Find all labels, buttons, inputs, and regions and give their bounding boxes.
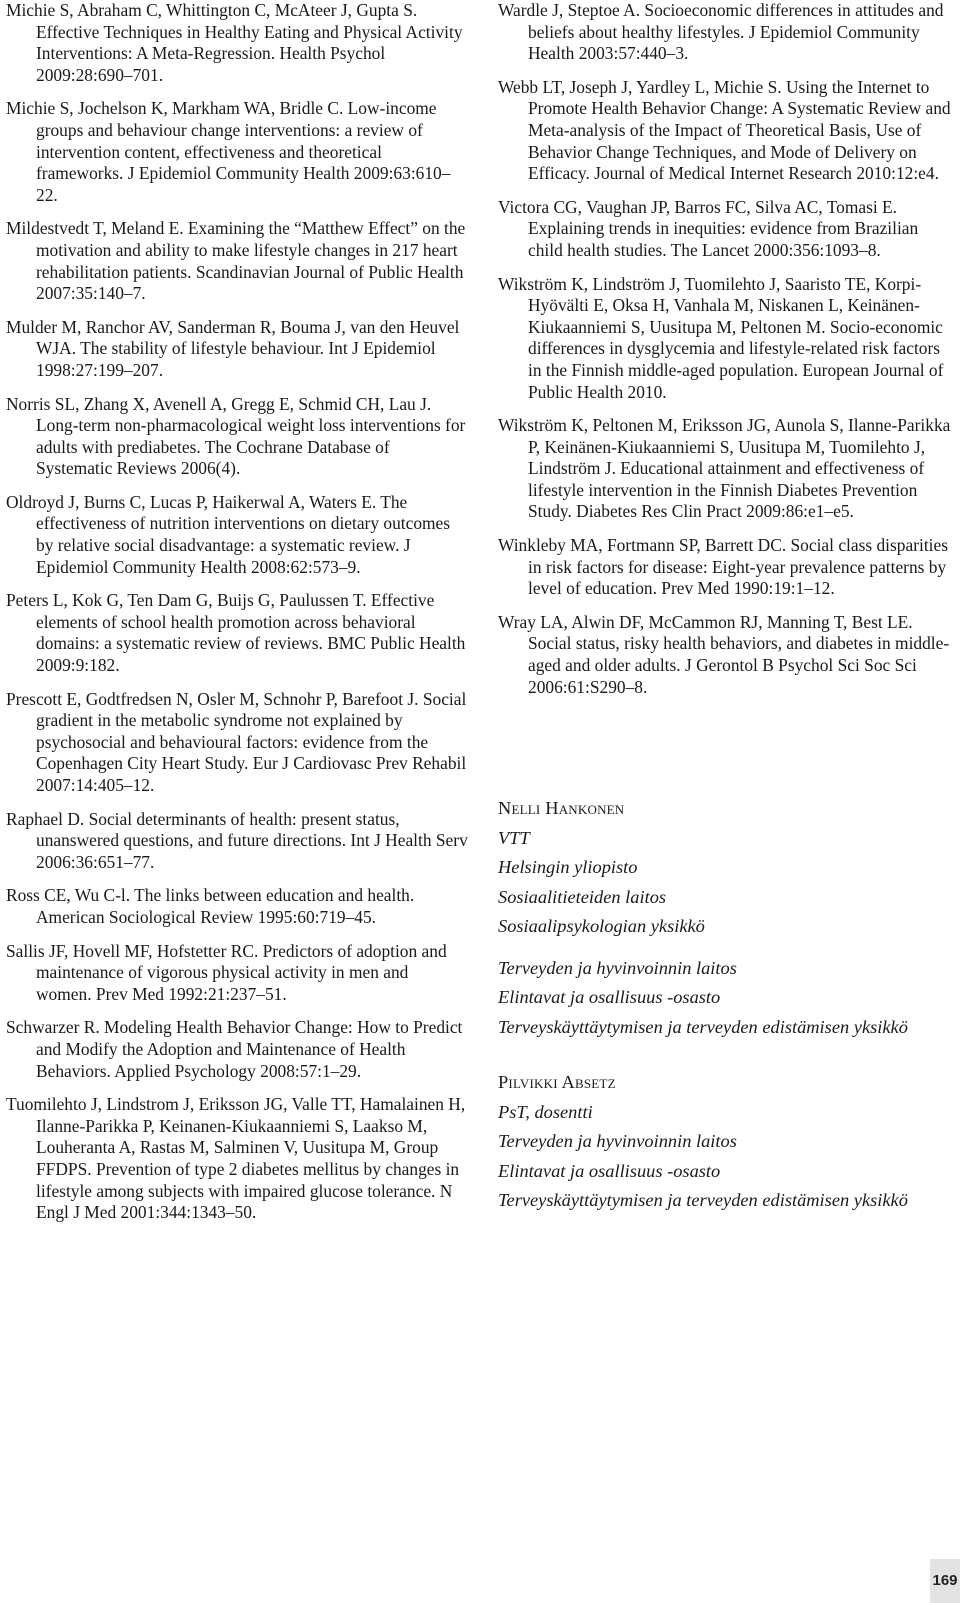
references-left-column (6, 0, 468, 1236)
author-block (498, 794, 956, 1042)
affiliation-line: Terveyden ja hyvinvoinnin laitos (498, 957, 737, 978)
reference-entry: Wardle J, Steptoe A. Socioeconomic differences in attitudes and beliefs about healthy lifestyles. J Epidemiol Community Health 2003:57:440–3. (498, 0, 944, 64)
reference-entry: Prescott E, Godtfredsen N, Osler M, Schnohr P, Barefoot J. Social gradient in the metabolic syndrome not explained by psychosocial and behavioural factors: evidence from the Copenhagen City Heart Study. Eur J Cardiovasc Prev Rehabil 2007:14:405–12. (6, 688, 467, 795)
reference-entry: Michie S, Jochelson K, Markham WA, Bridle C. Low-income groups and behaviour change interventions: a review of intervention content, effectiveness and theoretical frameworks. J Epidemiol Community Health 2009:63:610–22. (6, 98, 451, 205)
reference-entry: Schwarzer R. Modeling Health Behavior Change: How to Predict and Modify the Adoption and Maintenance of Health Behaviors. Applied Psychology 2008:57:1–29. (6, 1017, 463, 1081)
affiliation-line: Elintavat ja osallisuus -osasto (498, 987, 721, 1008)
affiliation-line: PsT, dosentti (498, 1101, 593, 1122)
reference-entry: Mildestvedt T, Meland E. Examining the “Matthew Effect” on the motivation and ability to make lifestyle changes in 217 heart rehabilitation patients. Scandinavian Journal of Public Health 2007:35:140–7. (6, 218, 466, 304)
reference-entry: Wikström K, Peltonen M, Eriksson JG, Aunola S, Ilanne-Parikka P, Keinänen-Kiukaanniemi S, Uusitupa M, Tuomilehto J, Lindström J. Educational attainment and effectiveness of lifestyle intervention in the Finnish Diabetes Prevention Study. Diabetes Res Clin Pract 2009:86:e1–e5. (498, 415, 951, 522)
reference-entry: Mulder M, Ranchor AV, Sanderman R, Bouma J, van den Heuvel WJA. The stability of lifestyle behaviour. Int J Epidemiol 1998:27:199–207. (6, 316, 460, 380)
affiliation-line: Elintavat ja osallisuus -osasto (498, 1160, 721, 1181)
reference-entry: Ross CE, Wu C-l. The links between education and health. American Sociological Review 1995:60:719–45. (6, 885, 415, 927)
reference-entry: Oldroyd J, Burns C, Lucas P, Haikerwal A, Waters E. The effectiveness of nutrition interventions on dietary outcomes by relative social disadvantage: a systematic review. J Epidemiol Community Health 2008:62:573–9. (6, 491, 451, 577)
author-information (498, 794, 956, 1216)
affiliation-line: Terveyskäyttäytymisen ja terveyden edistämisen yksikkö (498, 1190, 908, 1211)
affiliation-line: Helsingin yliopisto (498, 857, 638, 878)
affiliation-line: Terveyden ja hyvinvoinnin laitos (498, 1131, 737, 1152)
reference-entry: Sallis JF, Hovell MF, Hofstetter RC. Predictors of adoption and maintenance of vigorous physical activity in men and women. Prev Med 1992:21:237–51. (6, 940, 447, 1004)
affiliation-line: Sosiaalipsykologian yksikkö (498, 916, 705, 937)
reference-entry: Peters L, Kok G, Ten Dam G, Buijs G, Paulussen T. Effective elements of school health promotion across behavioral domains: a systematic review of reviews. BMC Public Health 2009:9:182. (6, 590, 466, 676)
reference-entry: Victora CG, Vaughan JP, Barros FC, Silva AC, Tomasi E. Explaining trends in inequities: evidence from Brazilian child health studies. The Lancet 2000:356:1093–8. (498, 196, 919, 260)
reference-entry: Wikström K, Lindström J, Tuomilehto J, Saaristo TE, Korpi-Hyövälti E, Oksa H, Vanhala M, Niskanen L, Keinänen-Kiukaanniemi S, Uusitupa M, Peltonen M. Socio-economic differences in dysglycemia and lifestyle-related risk factors in the Finnish middle-aged population. European Journal of Public Health 2010. (498, 273, 944, 402)
reference-entry: Michie S, Abraham C, Whittington C, McAteer J, Gupta S. Effective Techniques in Healthy Eating and Physical Activity Interventions: A Meta-Regression. Health Psychol 2009:28:690–701. (6, 0, 463, 85)
author-block (498, 1068, 956, 1216)
author-name: Nelli Hankonen (498, 798, 625, 819)
affiliation-line: Sosiaalitieteiden laitos (498, 886, 667, 907)
reference-entry: Tuomilehto J, Lindstrom J, Eriksson JG, Valle TT, Hamalainen H, Ilanne-Parikka P, Keinanen-Kiukaanniemi S, Laakso M, Louheranta A, Rastas M, Salminen V, Uusitupa M, Group FFDPS. Prevention of type 2 diabetes mellitus by changes in lifestyle among subjects with impaired glucose tolerance. N Engl J Med 2001:344:1343–50. (6, 1094, 466, 1223)
affiliation-line: VTT (498, 827, 530, 848)
references-right-column (498, 0, 956, 1242)
reference-entry: Norris SL, Zhang X, Avenell A, Gregg E, Schmid CH, Lau J. Long-term non-pharmacological weight loss interventions for adults with prediabetes. The Cochrane Database of Systematic Reviews 2006(4). (6, 393, 466, 479)
reference-entry: Winkleby MA, Fortmann SP, Barrett DC. Social class disparities in risk factors for disease: Eight-year prevalence patterns by level of education. Prev Med 1990:19:1–12. (498, 535, 948, 599)
reference-entry: Webb LT, Joseph J, Yardley L, Michie S. Using the Internet to Promote Health Behavior Change: A Systematic Review and Meta-analysis of the Impact of Theoretical Basis, Use of Behavior Change Techniques, and Mode of Delivery on Efficacy. Journal of Medical Internet Research 2010:12:e4. (498, 76, 951, 184)
reference-entry: Raphael D. Social determinants of health: present status, unanswered questions, and future directions. Int J Health Serv 2006:36:651–77. (6, 808, 468, 872)
reference-entry: Wray LA, Alwin DF, McCammon RJ, Manning T, Best LE. Social status, risky health behaviors, and diabetes in middle-aged and older adults. J Gerontol B Psychol Sci Soc Sci 2006:61:S290–8. (498, 611, 950, 697)
affiliation-line: Terveyskäyttäytymisen ja terveyden edistämisen yksikkö (498, 1016, 908, 1037)
author-name: Pilvikki Absetz (498, 1072, 616, 1093)
page-number: 169 (930, 1559, 960, 1603)
